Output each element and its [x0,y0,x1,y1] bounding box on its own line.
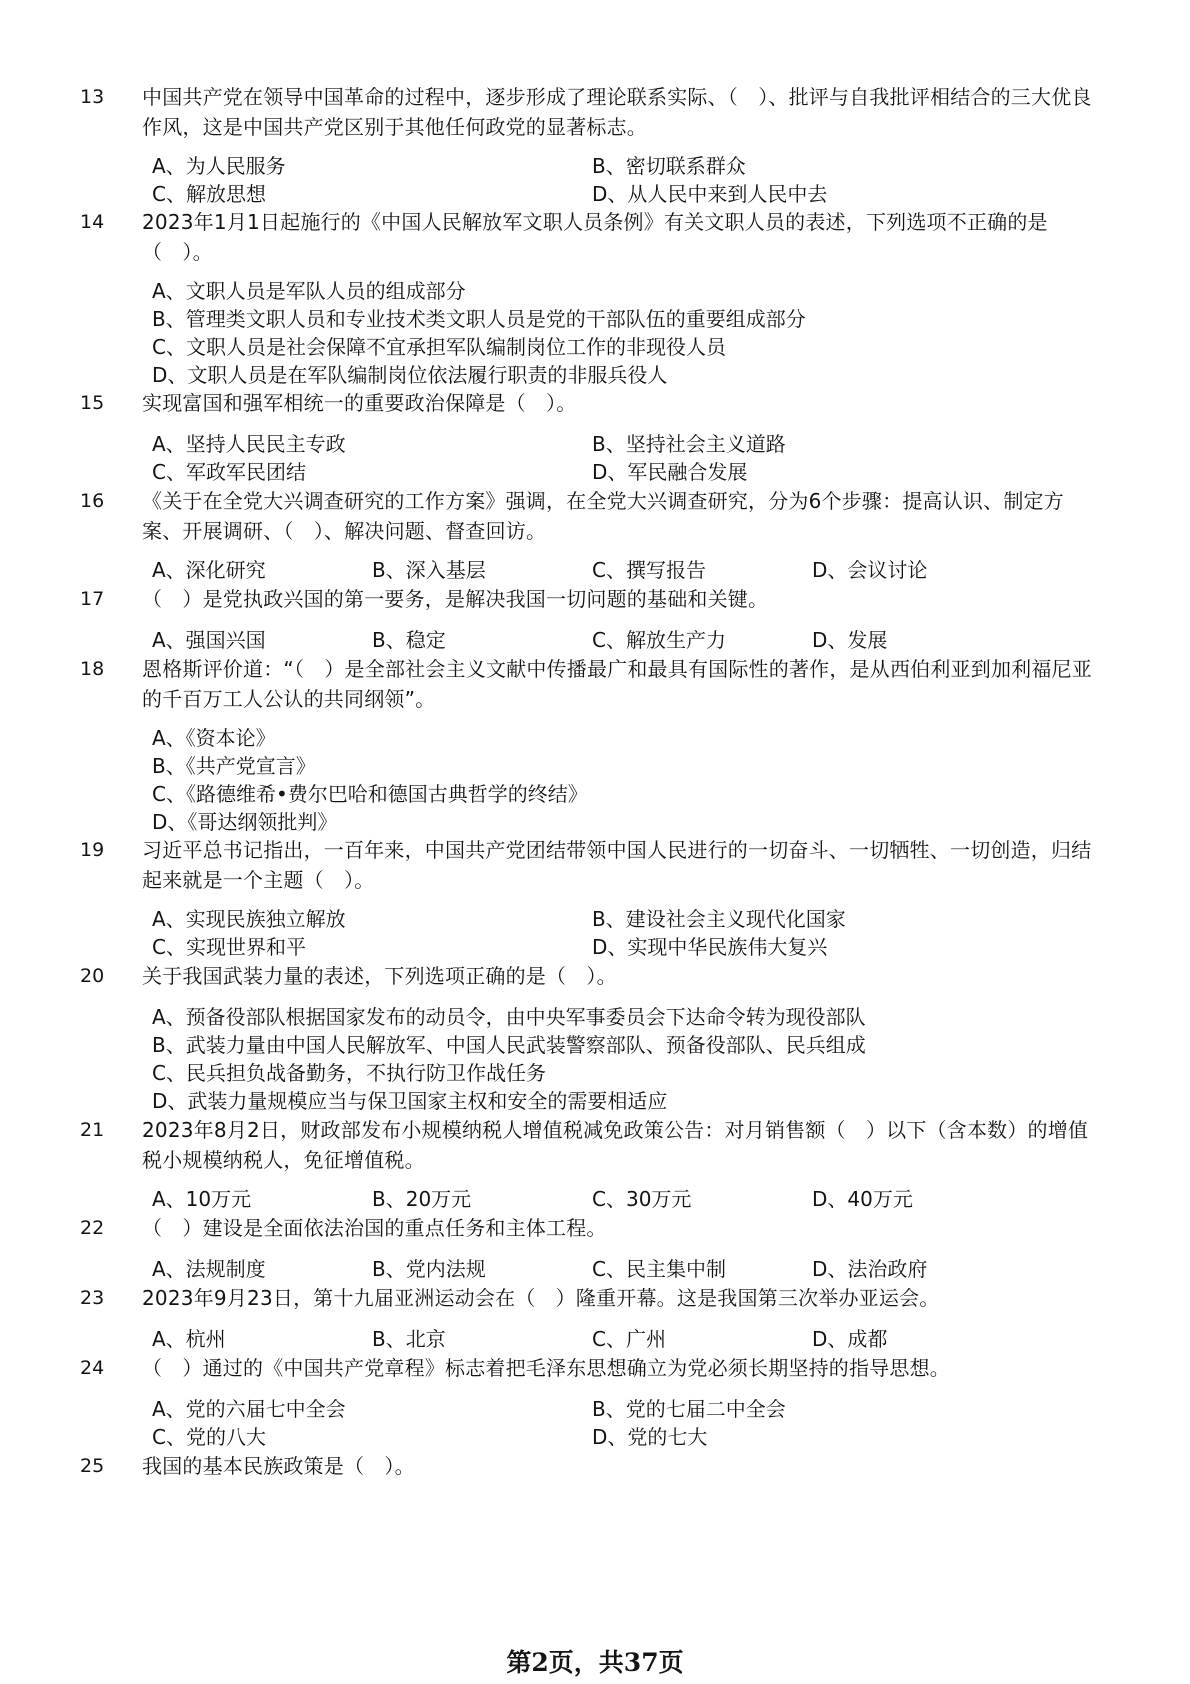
option-a: A、实现民族独立解放 [152,907,346,931]
question-stem: 习近平总书记指出，一百年来，中国共产党团结带领中国人民进行的一切奋斗、一切牺牲、一切创造，归结起来就是一个主题（ ）。 [142,838,1092,892]
question-stem: 2023年9月23日，第十九届亚洲运动会在（ ）隆重开幕。这是我国第三次举办亚运会。 [142,1286,940,1310]
option-c: C、解放生产力 [592,628,726,652]
question-number: 15 [80,392,105,414]
question-number: 16 [80,490,105,512]
option-d: D、40万元 [812,1187,913,1211]
option-c: C、军政军民团结 [152,460,306,484]
question-number: 20 [80,965,105,987]
option-d: D、发展 [812,628,888,652]
question-number: 13 [80,86,105,108]
option-b: B、武装力量由中国人民解放军、中国人民武装警察部队、预备役部队、民兵组成 [152,1033,866,1057]
option-a: A、深化研究 [152,558,266,582]
option-c: C、30万元 [592,1187,692,1211]
option-c: C、民兵担负战备勤务，不执行防卫作战任务 [152,1061,546,1085]
option-d: D、军民融合发展 [592,460,748,484]
question-stem: 中国共产党在领导中国革命的过程中，逐步形成了理论联系实际、（ ）、批评与自我批评相结合的三大优良作风，这是中国共产党区别于其他任何政党的显著标志。 [142,85,1092,139]
option-c: C、撰写报告 [592,558,706,582]
question-number: 14 [80,211,105,233]
option-a: A、杭州 [152,1327,226,1351]
option-a: A、强国兴国 [152,628,266,652]
question-stem: （ ）建设是全面依法治国的重点任务和主体工程。 [142,1216,607,1240]
option-b: B、《共产党宣言》 [152,754,316,778]
option-d: D、党的七大 [592,1425,708,1449]
option-b: B、20万元 [372,1187,472,1211]
option-b: B、管理类文职人员和专业技术类文职人员是党的干部队伍的重要组成部分 [152,307,806,331]
option-b: B、北京 [372,1327,446,1351]
option-b: B、坚持社会主义道路 [592,432,786,456]
option-d: D、法治政府 [812,1257,928,1281]
option-c: C、文职人员是社会保障不宜承担军队编制岗位工作的非现役人员 [152,335,726,359]
option-a: A、为人民服务 [152,154,286,178]
option-b: B、密切联系群众 [592,154,746,178]
option-d: D、会议讨论 [812,558,928,582]
question-stem: 我国的基本民族政策是（ ）。 [142,1454,415,1478]
option-b: B、党的七届二中全会 [592,1397,786,1421]
option-a: A、坚持人民民主专政 [152,432,346,456]
question-number: 21 [80,1119,105,1141]
option-d: D、武装力量规模应当与保卫国家主权和安全的需要相适应 [152,1089,668,1113]
question-stem: 恩格斯评价道：“（ ）是全部社会主义文献中传播最广和最具有国际性的著作，是从西伯利亚到加利福尼亚的千百万工人公认的共同纲领”。 [142,657,1092,711]
option-d: D、成都 [812,1327,888,1351]
option-d: D、实现中华民族伟大复兴 [592,935,828,959]
question-stem: 《关于在全党大兴调查研究的工作方案》强调，在全党大兴调查研究，分为6个步骤：提高认识、制定方案、开展调研、（ ）、解决问题、督查回访。 [142,489,1064,543]
question-number: 25 [80,1455,105,1477]
option-c: C、民主集中制 [592,1257,726,1281]
question-stem: 实现富国和强军相统一的重要政治保障是（ ）。 [142,391,577,415]
question-number: 24 [80,1357,105,1379]
question-stem: 关于我国武装力量的表述，下列选项正确的是（ ）。 [142,964,617,988]
question-stem: 2023年1月1日起施行的《中国人民解放军文职人员条例》有关文职人员的表述，下列选项不正确的是（ ）。 [142,210,1048,264]
option-b: B、党内法规 [372,1257,486,1281]
question-number: 23 [80,1287,105,1309]
question-number: 18 [80,658,105,680]
option-b: B、建设社会主义现代化国家 [592,907,846,931]
option-a: A、文职人员是军队人员的组成部分 [152,279,466,303]
question-number: 17 [80,588,105,610]
option-d: D、文职人员是在军队编制岗位依法履行职责的非服兵役人 [152,363,668,387]
option-b: B、深入基层 [372,558,486,582]
option-c: C、党的八大 [152,1425,266,1449]
option-a: A、预备役部队根据国家发布的动员令，由中央军事委员会下达命令转为现役部队 [152,1005,866,1029]
option-a: A、法规制度 [152,1257,266,1281]
question-number: 19 [80,839,105,861]
option-d: D、《哥达纲领批判》 [152,810,338,834]
option-c: C、广州 [592,1327,666,1351]
option-c: C、《路德维希•费尔巴哈和德国古典哲学的终结》 [152,782,588,806]
option-c: C、解放思想 [152,182,266,206]
question-stem: 2023年8月2日，财政部发布小规模纳税人增值税减免政策公告：对月销售额（ ）以下（含本数）的增值税小规模纳税人，免征增值税。 [142,1118,1089,1172]
question-stem: （ ）通过的《中国共产党章程》标志着把毛泽东思想确立为党必须长期坚持的指导思想。 [142,1356,950,1380]
page-footer: 第2页，共37页 [506,1648,684,1677]
question-stem: （ ）是党执政兴国的第一要务，是解决我国一切问题的基础和关键。 [142,587,769,611]
option-d: D、从人民中来到人民中去 [592,182,828,206]
option-c: C、实现世界和平 [152,935,306,959]
option-a: A、《资本论》 [152,726,276,750]
option-a: A、党的六届七中全会 [152,1397,346,1421]
option-a: A、10万元 [152,1187,252,1211]
option-b: B、稳定 [372,628,446,652]
question-number: 22 [80,1217,105,1239]
